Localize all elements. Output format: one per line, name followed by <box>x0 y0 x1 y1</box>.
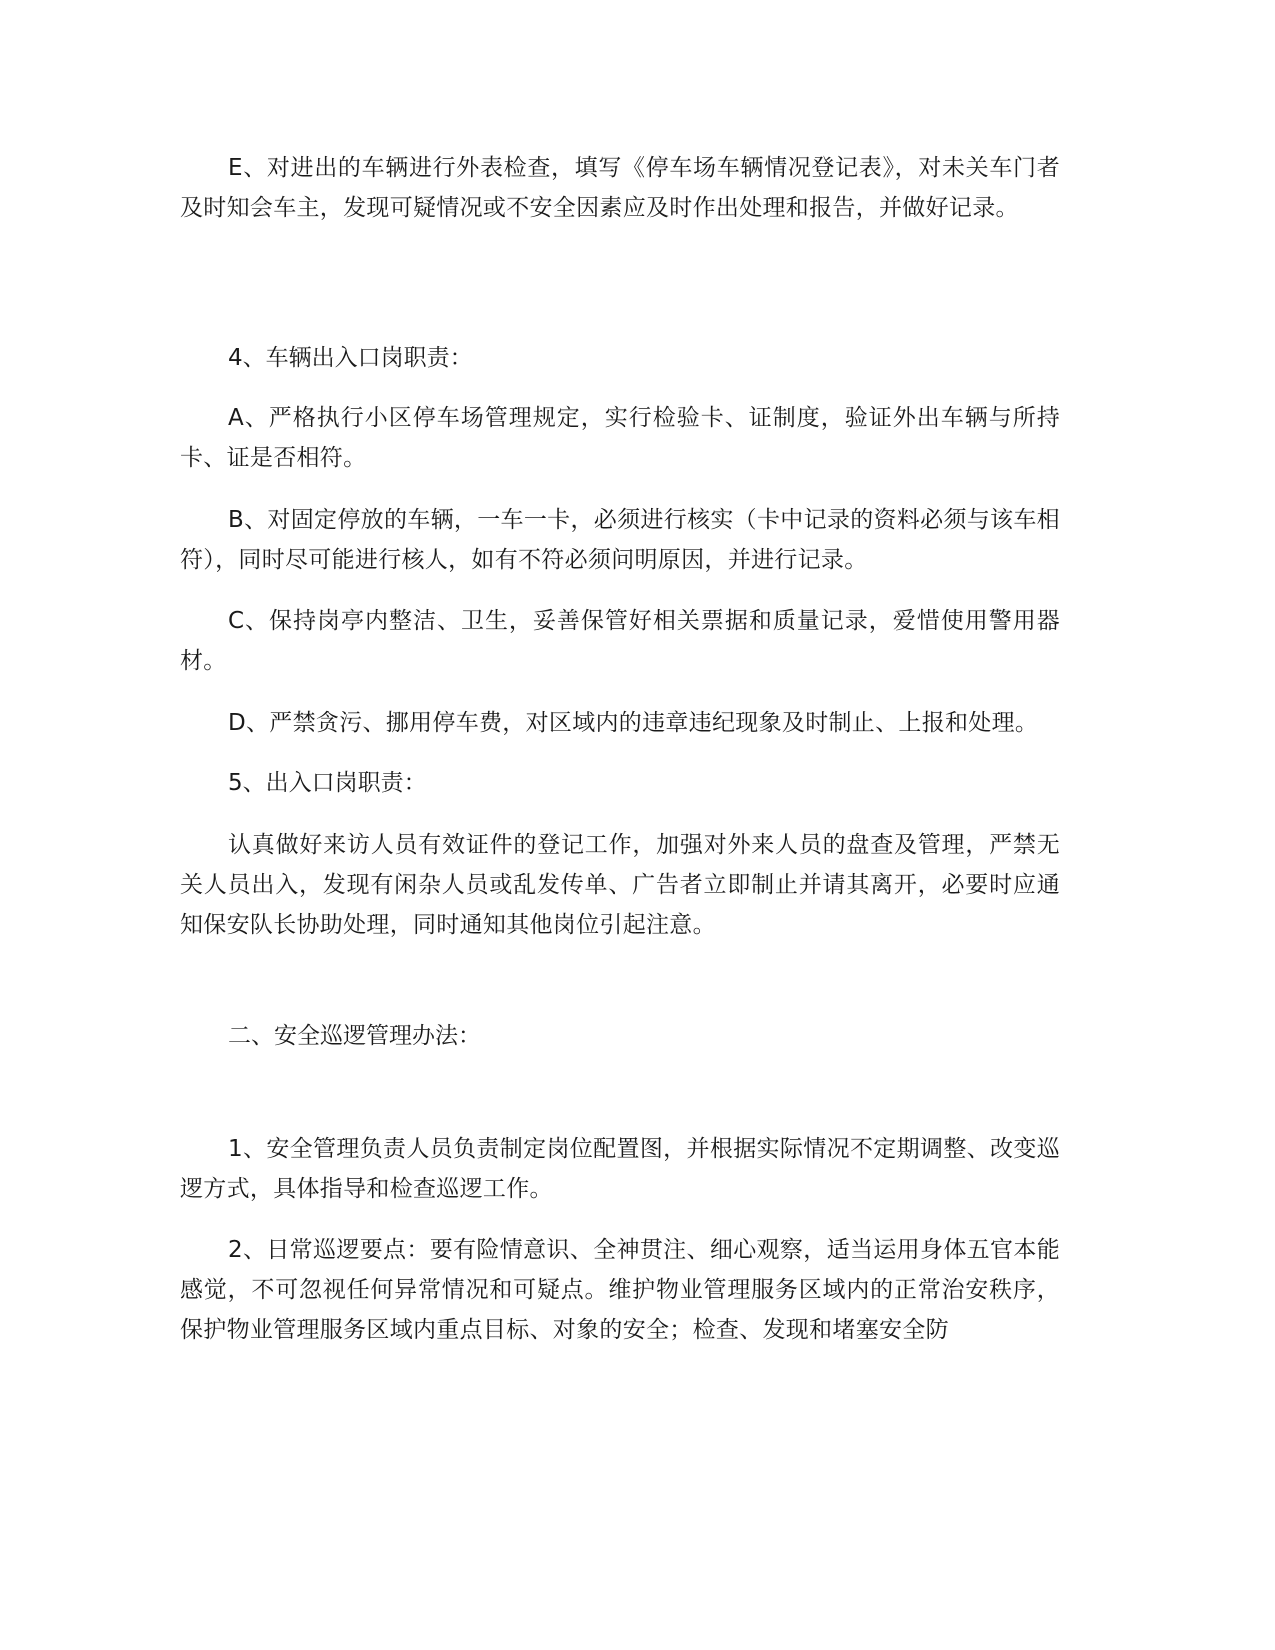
paragraph-patrol-point-1: 1、安全管理负责人员负责制定岗位配置图，并根据实际情况不定期调整、改变巡逻方式，具体指导和检查巡逻工作。 <box>180 1136 1060 1202</box>
section-heading-entrance-duties: 5、出入口岗职责： <box>228 770 427 796</box>
paragraph-duty-d: D、严禁贪污、挪用停车费，对区域内的违章违纪现象及时制止、上报和处理。 <box>228 710 1039 736</box>
section-heading-vehicle-gate-duties: 4、车辆出入口岗职责： <box>228 345 473 371</box>
paragraph-patrol-point-2: 2、日常巡逻要点：要有险情意识、全神贯注、细心观察，适当运用身体五官本能感觉，不可忽视任何异常情况和可疑点。维护物业管理服务区域内的正常治安秩序，保护物业管理服务区域内重点目标、对象的安全；检查、发现和堵塞安全防 <box>180 1237 1060 1343</box>
paragraph-duty-a: A、严格执行小区停车场管理规定，实行检验卡、证制度，验证外出车辆与所持卡、证是否相符。 <box>180 405 1060 471</box>
paragraph-vehicle-inspection: E、对进出的车辆进行外表检查，填写《停车场车辆情况登记表》，对未关车门者及时知会车主，发现可疑情况或不安全因素应及时作出处理和报告，并做好记录。 <box>180 155 1060 221</box>
paragraph-duty-b: B、对固定停放的车辆，一车一卡，必须进行核实（卡中记录的资料必须与该车相符），同时尽可能进行核人，如有不符必须问明原因，并进行记录。 <box>180 507 1060 573</box>
paragraph-duty-c: C、保持岗亭内整洁、卫生，妥善保管好相关票据和质量记录，爱惜使用警用器材。 <box>180 608 1060 674</box>
paragraph-visitor-registration: 认真做好来访人员有效证件的登记工作，加强对外来人员的盘查及管理，严禁无关人员出入，发现有闲杂人员或乱发传单、广告者立即制止并请其离开，必要时应通知保安队长协助处理，同时通知其他岗位引起注意。 <box>180 832 1060 938</box>
section-heading-patrol-management: 二、安全巡逻管理办法： <box>228 1023 481 1049</box>
